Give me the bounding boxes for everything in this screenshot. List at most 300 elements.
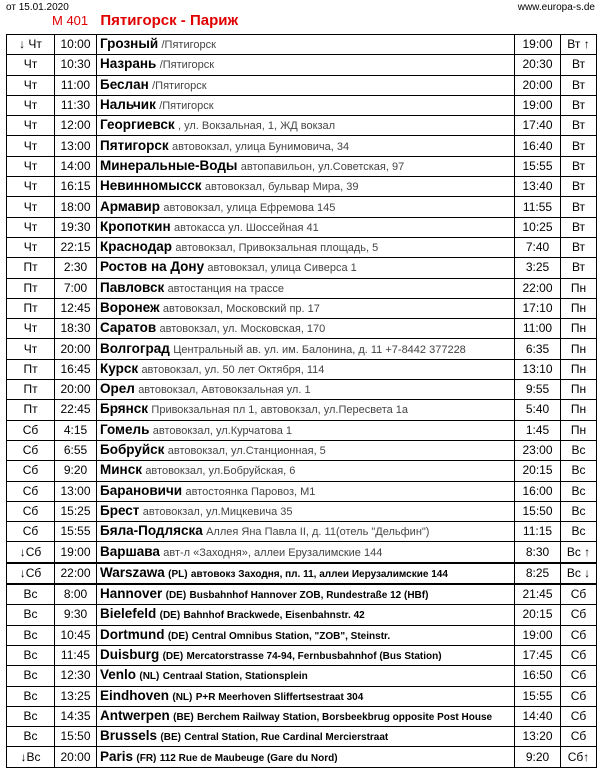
return-day: Сб	[561, 727, 597, 747]
table-row	[7, 747, 597, 767]
stop	[97, 177, 515, 197]
stop-address: Центральный ав. ул. им. Балонина, д. 11 +7-8442 377228	[173, 343, 466, 356]
stop-city: Курск	[100, 360, 139, 376]
stop	[97, 440, 515, 460]
table-row	[7, 258, 597, 278]
departure-time: 10:30	[55, 55, 97, 75]
stop-city: Brussels	[100, 728, 158, 744]
departure-time: 15:50	[55, 727, 97, 747]
stop	[97, 645, 515, 665]
return-day: Вт	[561, 75, 597, 95]
stop-city: Павловск	[100, 279, 165, 295]
return-day: Вс ↓	[561, 563, 597, 584]
departure-time: 7:00	[55, 278, 97, 298]
table-row	[7, 584, 597, 605]
stop-city: Пятигорск	[100, 137, 169, 153]
stop-city: Antwerpen	[100, 707, 170, 723]
return-day: Сб	[561, 706, 597, 726]
departure-day: Вс	[7, 666, 55, 686]
stop	[97, 258, 515, 278]
departure-time: 14:35	[55, 706, 97, 726]
stop-city: Ростов на Дону	[100, 259, 205, 275]
table-row	[7, 481, 597, 501]
stop-address: автовокзал, ул.Станционная, 5	[167, 445, 326, 458]
departure-time: 20:00	[55, 747, 97, 767]
departure-day: Чт	[7, 339, 55, 359]
table-row	[7, 339, 597, 359]
website-url[interactable]: www.europa-s.de	[517, 2, 595, 13]
stop-address: /Пятигорск	[159, 100, 214, 113]
departure-time: 13:25	[55, 686, 97, 706]
return-day: Вт	[561, 237, 597, 257]
country-code: (PL)	[168, 568, 188, 580]
table-row	[7, 440, 597, 460]
table-row	[7, 95, 597, 115]
return-time: 1:45	[515, 420, 561, 440]
departure-day: Чт	[7, 156, 55, 176]
stop-address: автовокзал, улица Бунимовича, 34	[172, 140, 350, 153]
stop-address: автовокзал, ул. 50 лет Октября, 114	[141, 363, 325, 376]
timetable	[6, 34, 597, 768]
departure-time: 10:00	[55, 35, 97, 55]
return-day: Вт ↑	[561, 35, 597, 55]
stop	[97, 95, 515, 115]
departure-day: Вс	[7, 584, 55, 605]
stop-city: Невинномысск	[100, 178, 202, 194]
return-time: 20:30	[515, 55, 561, 75]
stop-address: автовокзал, Московский пр. 17	[162, 303, 320, 315]
departure-day: Пт	[7, 258, 55, 278]
departure-day: Сб	[7, 461, 55, 481]
table-row	[7, 706, 597, 726]
table-row	[7, 522, 597, 542]
return-time: 3:25	[515, 258, 561, 278]
table-row	[7, 359, 597, 379]
return-day: Вт	[561, 156, 597, 176]
return-time: 8:25	[515, 563, 561, 584]
departure-day: Вс	[7, 645, 55, 665]
return-day: Вс	[561, 501, 597, 521]
return-day: Пн	[561, 298, 597, 318]
route-name: Пятигорск - Париж	[100, 12, 239, 29]
stop	[97, 237, 515, 257]
departure-day: Чт	[7, 55, 55, 75]
stop-address: Berchem Railway Station, Borsbeekbrug opposite Post House	[197, 711, 493, 723]
stop	[97, 35, 515, 55]
departure-day: Пт	[7, 359, 55, 379]
table-row	[7, 563, 597, 584]
return-day: Вс	[561, 522, 597, 542]
departure-day: Чт	[7, 237, 55, 257]
table-row	[7, 645, 597, 665]
country-code: (BE)	[173, 711, 194, 723]
stop-city: Воронеж	[100, 300, 160, 315]
return-time: 17:10	[515, 298, 561, 318]
return-day: Вт	[561, 55, 597, 75]
stop	[97, 563, 515, 584]
stop	[97, 666, 515, 686]
stop-address: автовокзал, Привокзальная площадь, 5	[175, 242, 379, 255]
departure-day: Сб	[7, 481, 55, 501]
stop-address: , ул. Вокзальная, 1, ЖД вокзал	[177, 120, 336, 133]
departure-time: 11:45	[55, 645, 97, 665]
timetable-date: от 15.01.2020	[6, 2, 69, 13]
table-row	[7, 237, 597, 257]
departure-time: 6:55	[55, 440, 97, 460]
departure-day: Сб	[7, 420, 55, 440]
country-code: (DE)	[162, 651, 184, 663]
return-time: 16:00	[515, 481, 561, 501]
stop-address: Аллея Яна Павла II, д. 11(отель "Дельфин")	[206, 526, 430, 539]
return-time: 19:00	[515, 35, 561, 55]
country-code: (NL)	[139, 671, 160, 683]
stop-address: /Пятигорск	[152, 79, 207, 92]
return-day: Сб	[561, 584, 597, 605]
return-day: Вт	[561, 177, 597, 197]
table-row	[7, 625, 597, 645]
return-day: Сб	[561, 625, 597, 645]
stop-address: автовокзал, улица Ефремова 145	[163, 201, 336, 214]
table-row	[7, 55, 597, 75]
return-day: Вт	[561, 95, 597, 115]
departure-time: 15:55	[55, 522, 97, 542]
stop-city: Георгиевск	[100, 117, 175, 133]
return-time: 13:20	[515, 727, 561, 747]
return-day: Пн	[561, 339, 597, 359]
table-row	[7, 116, 597, 136]
stop-address: /Пятигорск	[159, 59, 215, 72]
departure-day: Чт	[7, 319, 55, 339]
departure-day: Сб	[7, 522, 55, 542]
table-row	[7, 605, 597, 625]
stop-address: автовокзал, ул.Бобруйская, 6	[145, 465, 296, 478]
return-time: 14:40	[515, 706, 561, 726]
stop-address: /Пятигорск	[161, 39, 216, 52]
departure-day: ↓Сб	[7, 542, 55, 563]
stop-city: Армавир	[100, 198, 160, 214]
departure-day: Сб	[7, 501, 55, 521]
stop	[97, 461, 515, 481]
stop	[97, 359, 515, 379]
stop-city: Warszawa	[100, 564, 165, 580]
return-time: 11:15	[515, 522, 561, 542]
stop-address: 112 Rue de Maubeuge (Gare du Nord)	[159, 752, 338, 764]
stop-address: Привокзальная пл 1, автовокзал, ул.Пересвета 1а	[151, 404, 409, 417]
return-time: 15:50	[515, 501, 561, 521]
stop-city: Минеральные-Воды	[100, 157, 238, 173]
stop-city: Волгоград	[100, 340, 170, 356]
stop	[97, 625, 515, 645]
departure-time: 9:30	[55, 605, 97, 625]
stop-city: Bielefeld	[100, 606, 157, 622]
stop-city: Брест	[100, 502, 140, 518]
departure-time: 13:00	[55, 481, 97, 501]
return-time: 13:10	[515, 359, 561, 379]
stop-address: Mercatorstrasse 74-94, Fernbusbahnhof (Bus Station)	[186, 651, 442, 663]
stop	[97, 319, 515, 339]
stop-city: Орел	[100, 381, 135, 397]
stop-city: Dortmund	[100, 626, 165, 642]
return-time: 11:00	[515, 319, 561, 339]
table-row	[7, 542, 597, 563]
stop	[97, 420, 515, 440]
departure-time: 4:15	[55, 420, 97, 440]
stop-city: Краснодар	[100, 239, 173, 255]
return-day: Пн	[561, 359, 597, 379]
stop-address: Centraal Station, Stationsplein	[162, 671, 308, 683]
stop-city: Гомель	[100, 421, 150, 437]
departure-time: 22:45	[55, 400, 97, 420]
table-row	[7, 727, 597, 747]
stop-city: Кропоткин	[100, 218, 171, 234]
stop-address: автовокзал, Автовокзальная ул. 1	[138, 384, 311, 397]
table-row	[7, 217, 597, 237]
stop	[97, 339, 515, 359]
return-day: Сб	[561, 645, 597, 665]
stop-address: Central Station, Rue Cardinal Mercierstraat	[184, 732, 389, 744]
stop-city: Минск	[100, 462, 142, 478]
departure-time: 12:00	[55, 116, 97, 136]
stop-address: автовокзал, улица Сиверса 1	[207, 262, 357, 275]
return-time: 13:40	[515, 177, 561, 197]
stop	[97, 55, 515, 75]
return-day: Сб	[561, 605, 597, 625]
stop-city: Барановичи	[100, 482, 183, 498]
return-day: Сб	[561, 666, 597, 686]
return-time: 10:25	[515, 217, 561, 237]
return-day: Вс	[561, 481, 597, 501]
return-time: 6:35	[515, 339, 561, 359]
departure-time: 16:15	[55, 177, 97, 197]
stop-address: автовокзал, ул.Мицкевича 35	[142, 505, 293, 518]
stop-city: Нальчик	[100, 97, 156, 113]
return-day: Сб↑	[561, 747, 597, 767]
stop-city: Брянск	[100, 401, 149, 417]
country-code: (NL)	[172, 691, 193, 703]
departure-day: Чт	[7, 116, 55, 136]
return-day: Пн	[561, 278, 597, 298]
stop	[97, 298, 515, 318]
return-time: 16:40	[515, 136, 561, 156]
return-day: Вт	[561, 258, 597, 278]
table-row	[7, 136, 597, 156]
stop-address: автопавильон, ул.Советская, 97	[240, 160, 405, 173]
return-day: Вт	[561, 116, 597, 136]
table-row	[7, 319, 597, 339]
stop-address: автовокзал, ул.Курчатова 1	[152, 424, 293, 437]
return-time: 11:55	[515, 197, 561, 217]
return-day: Пн	[561, 400, 597, 420]
stop	[97, 706, 515, 726]
return-day: Вт	[561, 197, 597, 217]
departure-time: 16:45	[55, 359, 97, 379]
departure-time: 19:00	[55, 542, 97, 563]
table-row	[7, 197, 597, 217]
departure-time: 13:00	[55, 136, 97, 156]
table-row	[7, 400, 597, 420]
table-row	[7, 501, 597, 521]
departure-time: 10:45	[55, 625, 97, 645]
stop	[97, 400, 515, 420]
departure-day: Вс	[7, 625, 55, 645]
departure-day: Чт	[7, 177, 55, 197]
return-time: 23:00	[515, 440, 561, 460]
return-time: 5:40	[515, 400, 561, 420]
stop-city: Бяла-Подляска	[100, 523, 203, 539]
departure-day: Чт	[7, 136, 55, 156]
country-code: (DE)	[159, 610, 181, 622]
departure-day: Чт	[7, 75, 55, 95]
country-code: (FR)	[136, 752, 157, 764]
departure-time: 20:00	[55, 339, 97, 359]
departure-day: Вс	[7, 727, 55, 747]
stop	[97, 747, 515, 767]
stop	[97, 501, 515, 521]
stop	[97, 116, 515, 136]
stop	[97, 75, 515, 95]
stop	[97, 380, 515, 400]
departure-time: 22:00	[55, 563, 97, 584]
return-day: Вт	[561, 136, 597, 156]
stop-address: автостанция на трассе	[167, 282, 285, 295]
stop-city: Беслан	[100, 76, 149, 92]
return-time: 19:00	[515, 95, 561, 115]
stop-city: Варшава	[100, 543, 160, 559]
return-time: 17:45	[515, 645, 561, 665]
return-time: 7:40	[515, 237, 561, 257]
stop	[97, 584, 515, 605]
route-code: М 401	[52, 13, 89, 28]
stop-address: Bahnhof Brackwede, Eisenbahnstr. 42	[183, 610, 365, 622]
stop-city: Venlo	[100, 667, 137, 683]
stop-address: автовокзал, ул. Московская, 170	[159, 323, 326, 336]
return-day: Вс ↑	[561, 542, 597, 563]
departure-time: 15:25	[55, 501, 97, 521]
departure-time: 8:00	[55, 584, 97, 605]
return-day: Вс	[561, 461, 597, 481]
table-row	[7, 278, 597, 298]
departure-day: Вс	[7, 706, 55, 726]
departure-day: Пт	[7, 278, 55, 298]
departure-day: Чт	[7, 217, 55, 237]
stop-city: Назрань	[100, 56, 157, 72]
return-time: 22:00	[515, 278, 561, 298]
departure-time: 12:45	[55, 298, 97, 318]
table-row	[7, 156, 597, 176]
stop-address: автовокзал, бульвар Мира, 39	[204, 181, 359, 194]
return-day: Пн	[561, 319, 597, 339]
table-row	[7, 298, 597, 318]
departure-day: ↓ Чт	[7, 35, 55, 55]
departure-time: 12:30	[55, 666, 97, 686]
departure-day: Чт	[7, 197, 55, 217]
return-time: 9:55	[515, 380, 561, 400]
return-day: Вс	[561, 440, 597, 460]
return-time: 19:00	[515, 625, 561, 645]
stop-address: автовокз Заходня, пл. 11, аллеи Иерузалимские 144	[190, 568, 448, 580]
table-row	[7, 75, 597, 95]
stop-city: Duisburg	[100, 647, 160, 663]
departure-time: 11:00	[55, 75, 97, 95]
table-row	[7, 666, 597, 686]
return-time: 21:45	[515, 584, 561, 605]
departure-time: 14:00	[55, 156, 97, 176]
return-day: Вт	[561, 217, 597, 237]
return-time: 15:55	[515, 156, 561, 176]
table-row	[7, 420, 597, 440]
return-time: 8:30	[515, 542, 561, 563]
stop-address: Central Omnibus Station, "ZOB", Steinstr.	[191, 630, 391, 642]
return-time: 16:50	[515, 666, 561, 686]
table-row	[7, 461, 597, 481]
stop-city: Саратов	[100, 320, 157, 336]
return-day: Сб	[561, 686, 597, 706]
stop	[97, 727, 515, 747]
departure-day: Пт	[7, 400, 55, 420]
return-time: 20:00	[515, 75, 561, 95]
stop-city: Paris	[100, 748, 134, 764]
departure-day: Чт	[7, 95, 55, 115]
country-code: (DE)	[165, 590, 187, 602]
stop-address: Busbahnhof Hannover ZOB, Rundestraße 12 (HBf)	[189, 590, 429, 602]
stop	[97, 197, 515, 217]
return-time: 20:15	[515, 461, 561, 481]
stop	[97, 522, 515, 542]
table-row	[7, 380, 597, 400]
departure-time: 22:15	[55, 237, 97, 257]
route-title	[52, 12, 238, 29]
departure-time: 18:00	[55, 197, 97, 217]
departure-day: Вс	[7, 686, 55, 706]
departure-day: ↓Вс	[7, 747, 55, 767]
return-time: 9:20	[515, 747, 561, 767]
stop	[97, 136, 515, 156]
departure-time: 20:00	[55, 380, 97, 400]
return-day: Пн	[561, 420, 597, 440]
table-row	[7, 686, 597, 706]
return-time: 17:40	[515, 116, 561, 136]
return-day: Пн	[561, 380, 597, 400]
departure-time: 9:20	[55, 461, 97, 481]
departure-day: Пт	[7, 380, 55, 400]
stop-address: P+R Meerhoven Sliffertsestraat 304	[195, 691, 364, 703]
stop-city: Hannover	[100, 586, 163, 602]
table-row	[7, 177, 597, 197]
country-code: (BE)	[160, 732, 181, 744]
stop	[97, 542, 515, 563]
stop	[97, 481, 515, 501]
departure-day: Сб	[7, 440, 55, 460]
stop	[97, 686, 515, 706]
stop-city: Грозный	[100, 36, 159, 52]
departure-day: Пт	[7, 298, 55, 318]
stop	[97, 278, 515, 298]
stop	[97, 605, 515, 625]
stop-city: Бобруйск	[100, 442, 165, 458]
return-time: 15:55	[515, 686, 561, 706]
departure-day: ↓Сб	[7, 563, 55, 584]
departure-day: Вс	[7, 605, 55, 625]
stop-address: автокасса ул. Шоссейная 41	[173, 221, 319, 234]
stop-address: авт-л «Заходня», аллеи Ерузалимские 144	[163, 546, 383, 559]
departure-time: 19:30	[55, 217, 97, 237]
return-time: 20:15	[515, 605, 561, 625]
stop	[97, 156, 515, 176]
stop-city: Eindhoven	[100, 687, 170, 703]
country-code: (DE)	[167, 630, 189, 642]
departure-time: 18:30	[55, 319, 97, 339]
table-row	[7, 35, 597, 55]
